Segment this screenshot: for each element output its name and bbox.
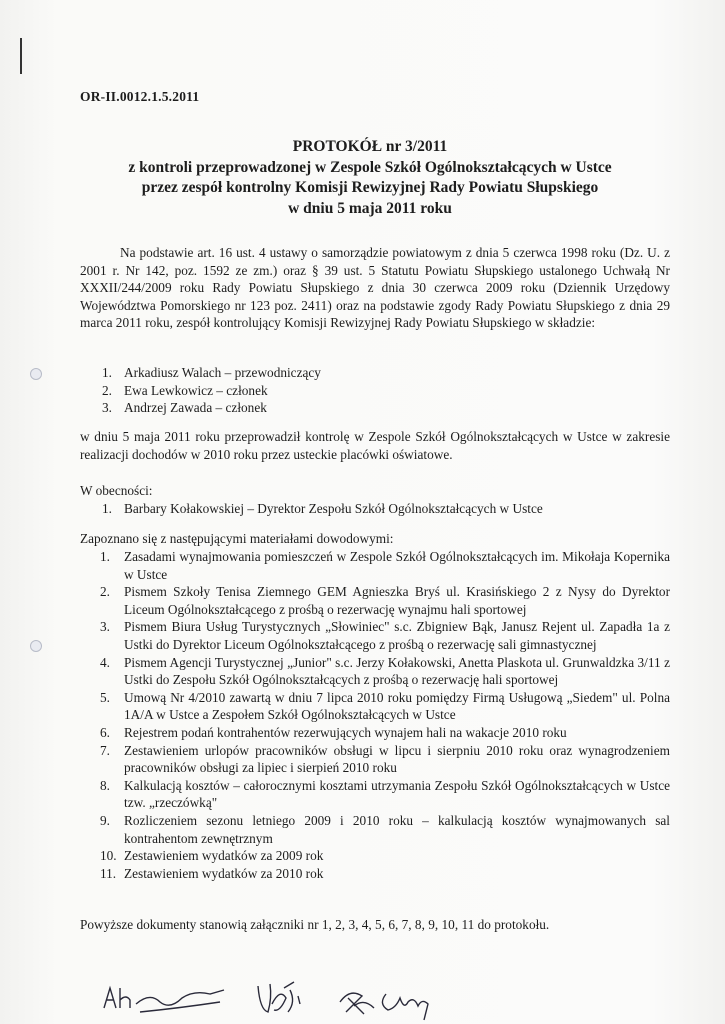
list-number: 2. — [100, 584, 110, 600]
list-number: 9. — [100, 812, 110, 828]
members-list — [80, 364, 670, 417]
punch-hole — [30, 368, 42, 380]
material-text: Rejestrem podań kontrahentów rezerwujących wynajem hali na wakacje 2010 roku — [124, 724, 567, 740]
list-item — [80, 847, 670, 865]
list-item — [80, 742, 670, 777]
list-item — [80, 654, 670, 689]
material-text: Pismem Szkoły Tenisa Ziemnego GEM Agnieszka Bryś ul. Krasińskiego 2 z Nysy do Dyrektor Liceum Ogólnokształcącego z prośbą o rezerwację wynajmu hali sportowej — [124, 584, 670, 617]
material-text: Pismem Biura Usług Turystycznych „Słowiniec" s.c. Zbigniew Bąk, Janusz Rejent ul. Zapadła 1a z Ustki do Dyrektor Liceum Ogólnokształcącego z prośbą o rezerwację sali gimnastycznej — [124, 619, 670, 652]
control-paragraph: w dniu 5 maja 2011 roku przeprowadził kontrolę w Zespole Szkół Ogólnokształcących w Ustce w zakresie realizacji dochodów w 2010 roku przez usteckie placówki oświatowe. — [80, 429, 670, 462]
material-text: Umową Nr 4/2010 zawartą w dniu 7 lipca 2010 roku pomiędzy Firmą Usługową „Siedem" ul. Polna 1A/A w Ustce a Zespołem Szkół Ogólnokształcących w Ustce — [124, 689, 670, 723]
title-line: w dniu 5 maja 2011 roku — [288, 199, 452, 217]
list-number: 11. — [100, 865, 117, 881]
signature-2 — [250, 968, 330, 1024]
materials-label: Zapoznano się z następującymi materiałami dowodowymi: — [80, 531, 394, 546]
material-text: Zestawieniem wydatków za 2009 rok — [124, 848, 324, 864]
list-item — [80, 583, 670, 618]
member-text: Arkadiusz Walach – przewodniczący — [124, 365, 321, 380]
signature-1 — [100, 968, 240, 1024]
material-text: Rozliczeniem sezonu letniego 2009 i 2010 roku – kalkulacją kosztów wynajmowanych sal kontrahentom zewnętrznym — [124, 812, 670, 846]
presence-list — [80, 500, 670, 518]
list-item — [80, 865, 670, 883]
material-text: Pismem Agencji Turystycznej „Junior" s.c. Jerzy Kołakowski, Anetta Plaskota ul. Grunwaldzka 3/11 z Ustki do Zespołu Szkół Ogólnokształcących z prośbą o rezerwację hali sportowej — [124, 654, 670, 688]
document-title — [60, 137, 680, 219]
title-line: przez zespół kontrolny Komisji Rewizyjnej Rady Powiatu Słupskiego — [141, 179, 599, 196]
list-number: 1. — [102, 365, 112, 380]
material-text: Zestawieniem wydatków za 2010 rok — [124, 865, 324, 881]
material-text: Zasadami wynajmowania pomieszczeń w Zespole Szkół Ogólnokształcących im. Mikołaja Kopernika w Ustce — [124, 549, 670, 582]
margin-mark — [20, 38, 22, 74]
list-item — [80, 399, 670, 417]
list-item — [80, 812, 670, 847]
list-number: 3. — [102, 400, 112, 416]
presence-label: W obecności: — [80, 483, 153, 498]
materials-list — [80, 548, 670, 882]
presence-text: Barbary Kołakowskiej – Dyrektor Zespołu Szkół Ogólnokształcących w Ustce — [124, 501, 543, 516]
list-number: 6. — [100, 724, 110, 740]
list-item — [80, 777, 670, 812]
material-text: Zestawieniem urlopów pracowników obsługi w lipcu i sierpniu 2010 roku oraz wynagrodzeniem pracowników obsługi za lipiec i sierpień 2010 roku — [124, 742, 670, 776]
member-text: Andrzej Zawada – członek — [124, 400, 267, 416]
list-number: 4. — [100, 654, 110, 670]
list-number: 2. — [102, 382, 112, 398]
list-number: 5. — [100, 689, 110, 705]
list-number: 8. — [100, 777, 110, 793]
list-number: 3. — [100, 619, 110, 635]
list-number: 10. — [100, 848, 117, 864]
list-item — [80, 618, 670, 653]
material-text: Kalkulacją kosztów – całorocznymi kosztami utrzymania Zespołu Szkół Ogólnokształcących w Ustce tzw. „rzeczówką" — [124, 777, 670, 811]
list-item — [80, 548, 670, 583]
signature-3 — [330, 968, 440, 1024]
closing-paragraph: Powyższe dokumenty stanowią załączniki nr 1, 2, 3, 4, 5, 6, 7, 8, 9, 10, 11 do protokołu. — [80, 917, 550, 932]
list-item — [80, 724, 670, 742]
title-line: z kontroli przeprowadzonej w Zespole Szkół Ogólnokształcących w Ustce — [128, 158, 612, 176]
intro-paragraph: Na podstawie art. 16 ust. 4 ustawy o samorządzie powiatowym z dnia 5 czerwca 1998 roku (Dz. U. z 2001 r. Nr 142, poz. 1592 ze zm.) oraz § 39 ust. 5 Statutu Powiatu Słupskiego ustalonego Uchwałą Nr XXXII/244/2009 roku Rady Powiatu Słupskiego z dnia 30 czerwca 2009 roku (Dziennik Urzędowy Województwa Pomorskiego nr 123 poz. 2411) oraz na podstawie zgody Rady Powiatu Słupskiego z dnia 29 marca 2011 roku, zespół kontrolujący Komisji Rewizyjnej Rady Powiatu Słupskiego w składzie: — [80, 245, 670, 331]
list-number: 1. — [100, 549, 110, 564]
punch-hole — [30, 640, 42, 652]
title-line: PROTOKÓŁ nr 3/2011 — [292, 138, 448, 155]
member-text: Ewa Lewkowicz – członek — [124, 382, 268, 398]
list-number: 1. — [102, 501, 112, 516]
list-item — [80, 364, 670, 382]
list-item — [80, 500, 670, 518]
list-item — [80, 689, 670, 724]
document-reference: OR-II.0012.1.5.2011 — [80, 89, 200, 104]
list-number: 7. — [100, 742, 110, 758]
list-item — [80, 382, 670, 400]
